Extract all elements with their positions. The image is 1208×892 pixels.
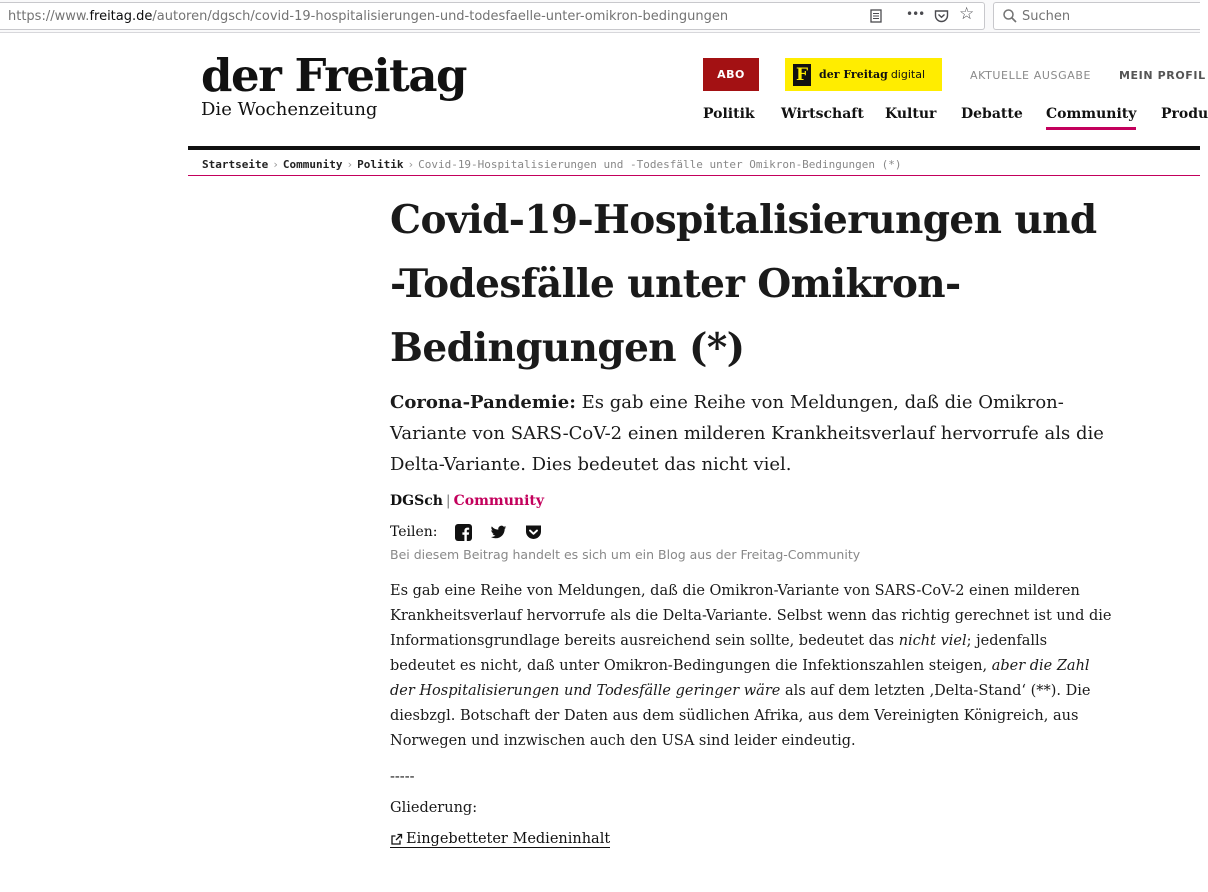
breadcrumb-current: Covid-19-Hospitalisierungen und -Todesfälle unter Omikron-Bedingungen (*) xyxy=(418,158,902,171)
breadcrumb-politik[interactable]: Politik xyxy=(357,158,404,171)
abo-button[interactable]: ABO xyxy=(703,58,759,91)
lead-label: Corona-Pandemie: xyxy=(390,392,576,413)
share-label: Teilen: xyxy=(390,524,438,540)
outline-label: Gliederung: xyxy=(390,800,478,816)
digital-suffix: digital xyxy=(890,68,925,81)
browser-toolbar xyxy=(0,0,1200,33)
article-lead xyxy=(390,387,1110,480)
author-link[interactable]: DGSch xyxy=(390,493,443,509)
search-input[interactable]: Suchen xyxy=(1022,9,1071,24)
digital-brand: der Freitag xyxy=(819,68,888,81)
current-issue-link[interactable]: AKTUELLE AUSGABE xyxy=(970,69,1092,82)
external-link-icon xyxy=(390,833,403,846)
search-icon xyxy=(1002,8,1018,24)
breadcrumb: Startseite › Community › Politik › Covid-19-Hospitalisierungen und -Todesfälle unter Omikron-Bedingungen (*) xyxy=(202,158,902,171)
byline: DGSch | Community xyxy=(390,493,545,509)
pocket-icon[interactable] xyxy=(934,9,949,26)
blog-notice: Bei diesem Beitrag handelt es sich um ein Blog aus der Freitag-Community xyxy=(390,547,861,562)
nav-produkte[interactable]: Produ xyxy=(1161,106,1208,122)
breadcrumb-divider xyxy=(188,175,1200,176)
nav-debatte[interactable]: Debatte xyxy=(961,106,1023,122)
logo-title: der Freitag xyxy=(201,49,466,102)
search-bar[interactable] xyxy=(993,2,1200,30)
embedded-media-link[interactable] xyxy=(390,831,610,848)
more-actions-icon[interactable]: ••• xyxy=(906,7,925,21)
twitter-icon[interactable] xyxy=(490,524,507,541)
bookmark-star-icon[interactable]: ☆ xyxy=(959,4,975,24)
embedded-media-label: Eingebetteter Medieninhalt xyxy=(406,831,611,847)
nav-kultur[interactable]: Kultur xyxy=(885,106,937,122)
url-text[interactable]: https://www.freitag.de/autoren/dgsch/covid-19-hospitalisierungen-und-todesfaelle-unter-omikron-bedingungen xyxy=(8,9,729,24)
separator-text: ----- xyxy=(390,769,415,785)
breadcrumb-startseite[interactable]: Startseite xyxy=(202,158,269,171)
pocket-share-icon[interactable] xyxy=(525,524,542,541)
header-divider xyxy=(188,146,1200,150)
article-body: Es gab eine Reihe von Meldungen, daß die Omikron-Variante von SARS-CoV-2 einen milderen Krankheitsverlauf hervorrufe als die Delta-Variante. Selbst wenn das richtig gerechnet ist und die Informationsgrundlage bereits ausreichend sein sollte, bedeutet das nicht viel; jedenfalls bedeutet es nicht, daß unter Omikron-Bedingungen die Infektionszahlen steigen, aber die Zahl der Hospitalisierungen und Todesfälle geringer wäre als auf dem letzten ‚Delta-Stand‘ (**). Die diesbzgl. Botschaft der Daten aus dem südlichen Afrika, aus dem Vereinigten Königreich, aus Norwegen und inzwischen auch den USA sind leider eindeutig. xyxy=(390,583,1112,749)
freitag-f-icon: F xyxy=(793,64,811,86)
url-bar[interactable] xyxy=(0,2,985,30)
logo-subtitle: Die Wochenzeitung xyxy=(201,99,378,120)
freitag-digital-button[interactable] xyxy=(785,58,942,91)
article xyxy=(390,188,1130,850)
nav-politik[interactable]: Politik xyxy=(703,106,755,122)
category-link[interactable]: Community xyxy=(453,493,545,509)
nav-community[interactable]: Community xyxy=(1046,106,1136,130)
facebook-icon[interactable] xyxy=(455,524,472,541)
share-bar xyxy=(390,521,1130,543)
nav-wirtschaft[interactable]: Wirtschaft xyxy=(781,106,864,122)
article-title: Covid-19-Hospitalisierungen und -Todesfälle unter Omikron-Bedingungen (*) xyxy=(390,197,1097,371)
main-navigation xyxy=(0,106,1208,136)
breadcrumb-community[interactable]: Community xyxy=(282,158,343,171)
lead-text: Es gab eine Reihe von Meldungen, daß die Omikron-Variante von SARS-CoV-2 einen milderen Krankheitsverlauf hervorrufe als die Delta-Variante. Dies bedeutet das nicht viel. xyxy=(390,392,1104,475)
reader-view-icon[interactable] xyxy=(869,9,883,26)
my-profile-link[interactable]: MEIN PROFIL xyxy=(1119,69,1206,82)
